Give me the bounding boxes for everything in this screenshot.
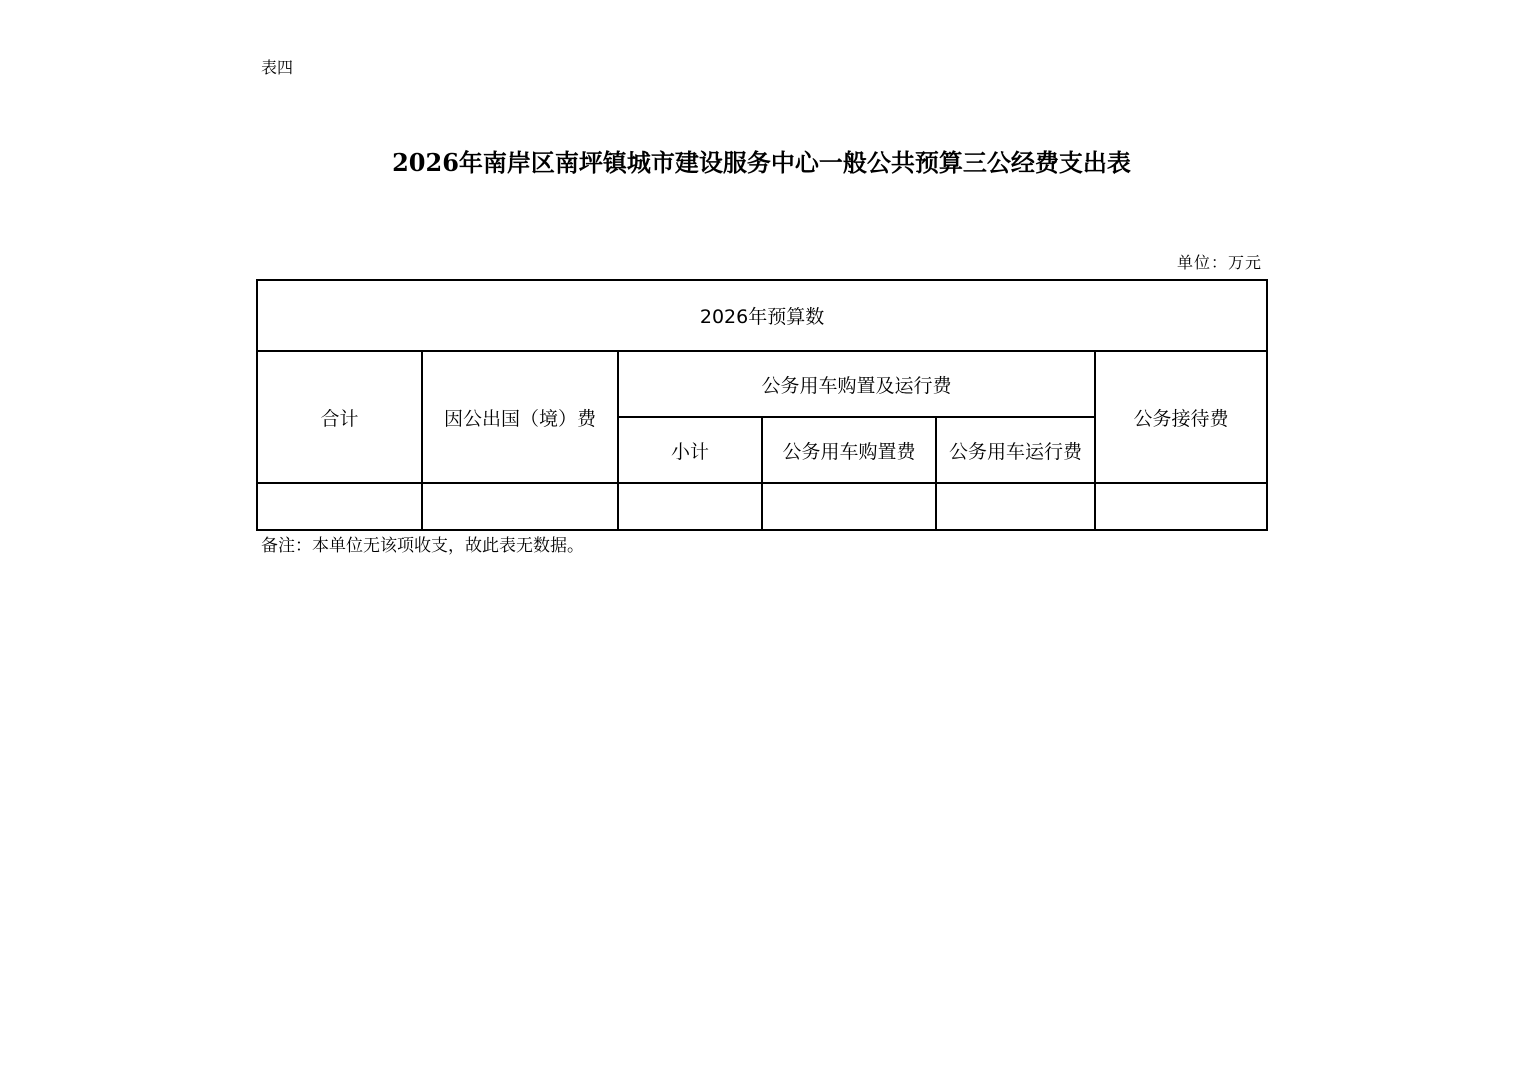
cell-vehicle-operation: [936, 483, 1095, 530]
header-vehicle-purchase: 公务用车购置费: [762, 417, 936, 483]
cell-reception-expense: [1095, 483, 1267, 530]
header-vehicle-operation: 公务用车运行费: [936, 417, 1095, 483]
cell-vehicle-purchase: [762, 483, 936, 530]
header-reception-expense: 公务接待费: [1095, 351, 1267, 483]
table-header-row-year: [257, 280, 1267, 351]
table-number-label: 表四: [261, 58, 294, 77]
table-header-row-group: [257, 351, 1267, 417]
header-year-budget: 2026年预算数: [257, 280, 1267, 351]
footnote: 备注：本单位无该项收支，故此表无数据。: [261, 536, 584, 556]
header-subtotal: 小计: [618, 417, 762, 483]
unit-label: 单位：万元: [1176, 253, 1262, 272]
cell-abroad-expense: [422, 483, 618, 530]
page-title: 2026年南岸区南坪镇城市建设服务中心一般公共预算三公经费支出表: [392, 148, 1131, 177]
budget-table: [256, 279, 1268, 531]
cell-subtotal: [618, 483, 762, 530]
cell-total: [257, 483, 422, 530]
table-row: [257, 483, 1267, 530]
header-abroad-expense: 因公出国（境）费: [422, 351, 618, 483]
header-total: 合计: [257, 351, 422, 483]
header-vehicle-group: 公务用车购置及运行费: [618, 351, 1095, 417]
